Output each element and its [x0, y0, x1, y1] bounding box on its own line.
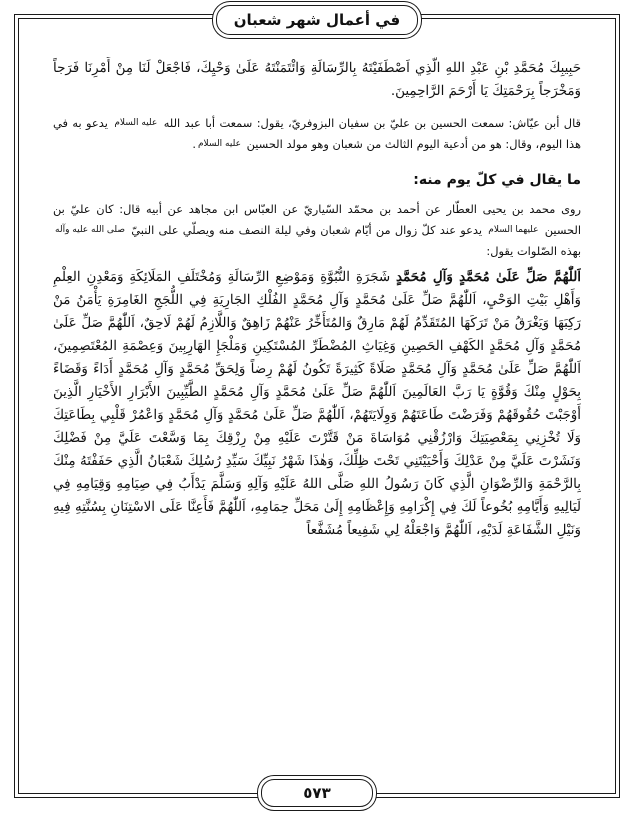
narration-text: روى محمد بن يحيى العطّار عن أحمد بن محمّد السّياريّ عن العبّاس ابن مجاهد عن أبيه قال: كان عليّ بن الحسين: [53, 202, 581, 237]
prayer-paragraph: [53, 266, 581, 542]
prayer-continuation: [53, 57, 581, 103]
salutation-glyph: عليه السلام: [197, 139, 241, 149]
narration-text: يدعو به في هذا اليوم، وقال: هو من أدعية اليوم الثالث من شعبان وهو مولد الحسين: [53, 116, 581, 151]
section-heading: ما يقال في كلّ يوم منه:: [413, 172, 581, 188]
salutation-glyph: عليهما السلام: [488, 225, 539, 235]
narration-paragraph: [53, 113, 581, 155]
prayer-opening: اَللّٰهُمَّ صَلِّ عَلَىٰ مُحَمَّدٍ وَآلِ مُحَمَّدٍ: [396, 269, 581, 285]
narration-text: .: [192, 137, 196, 151]
narration-text: قال أبن عيّاش: سمعت الحسين بن عليّ بن سفيان البزوفريّ، يقول: سمعت أبا عبد الله: [163, 116, 581, 130]
prayer-text: شَجَرَةِ النُّبُوَّةِ وَمَوْضِعِ الرِّسَالَةِ وَمُخْتَلَفِ المَلَائِكَةِ وَمَعْدِنِ العِلْمِ وَأَهْلِ بَيْتِ الوَحْيِ، اَللّٰهُمَّ صَلِّ عَلَىٰ مُحَمَّدٍ وَآلِ مُحَمَّدٍ الفُلْكِ الجَارِيَةِ فِي اللُّجَجِ الغَامِرَةِ يَأْمَنُ مَنْ رَكِبَهَا وَيَغْرَقُ مَنْ تَرَكَهَا المُتَقَدِّمُ لَهُمْ مَارِقٌ وَالمُتَأَخِّرُ عَنْهُمْ زَاهِقٌ وَاللَّازِمُ لَهُمْ لَاحِقٌ، اَللّٰهُمَّ صَلِّ عَلَىٰ مُحَمَّدٍ وَآلِ مُحَمَّدٍ الكَهْفِ الحَصِينِ وَغِيَاثِ المُضْطَرِّ المُسْتَكِينِ وَمَلْجَإِ الهَارِبِينَ وَعِصْمَةِ المُعْتَصِمِينَ، اَللّٰهُمَّ صَلِّ عَلَىٰ مُحَمَّدٍ وَآلِ مُحَمَّدٍ صَلَاةً كَثِيرَةً تَكُونُ لَهُمْ رِضاً وَلِحَقِّ مُحَمَّدٍ وَآلِ مُحَمَّدٍ أَدَاءً وَقَضَاءً بِحَوْلٍ مِنْكَ وَقُوَّةٍ يَا رَبَّ العَالَمِينَ اَللّٰهُمَّ صَلِّ عَلَىٰ مُحَمَّدٍ وَآلِ مُحَمَّدٍ الطَّيِّبِينَ الأَبْرَارِ الأَخْيَارِ الَّذِينَ أَوْجَبْتَ حُقُوقَهُمْ وَفَرَضْتَ طَاعَتَهُمْ وَوِلَايَتَهُمْ، اَللّٰهُمَّ صَلِّ عَلَىٰ مُحَمَّدٍ وَآلِ مُحَمَّدٍ وَاعْمُرْ قَلْبِي بِطَاعَتِكَ وَلَا تُخْزِنِي بِمَعْصِيَتِكَ وَارْزُقْنِي مُوَاسَاةَ مَنْ قَتَّرْتَ عَلَيْهِ مِنْ رِزْقِكَ بِمَا وَسَّعْتَ عَلَيَّ مِنْ فَضْلِكَ وَنَشَرْتَ عَلَيَّ مِنْ عَدْلِكَ وَأَحْيَيْتَنِي تَحْتَ ظِلِّكَ، وَهٰذَا شَهْرُ نَبِيِّكَ سَيِّدِ رُسُلِكَ شَعْبَانُ الَّذِي حَفَفْتَهُ مِنْكَ بِالرَّحْمَةِ وَالرِّضْوَانِ الَّذِي كَانَ رَسُولُ اللهِ صَلَّى اللهُ عَلَيْهِ وَآلِهِ وَسَلَّمَ يَدْأَبُ فِي صِيَامِهِ وَقِيَامِهِ فِي لَيَالِيهِ وَأَيَّامِهِ بُخُوعاً لَكَ فِي إِكْرَامِهِ وَإِعْظَامِهِ إِلَىٰ مَحَلِّ حِمَامِهِ، اَللّٰهُمَّ فَأَعِنَّا عَلَى الاسْتِنَانِ بِسُنَّتِهِ فِيهِ وَنَيْلِ الشَّفَاعَةِ لَدَيْهِ، اَللّٰهُمَّ وَاجْعَلْهُ لِي شَفِيعاً مُشَفَّعاً: [53, 270, 581, 538]
page-number: ٥٧٣: [261, 779, 373, 807]
narration-text: بهذه الصّلوات يقول:: [486, 244, 581, 258]
prayer-text: حَبِيبِكَ مُحَمَّدِ بْنِ عَبْدِ اللهِ الَّذِي اَصْطَفَيْتَهُ بِالرِّسَالَةِ وَائْتَمَنْتَهُ عَلَىٰ وَحْيِكَ، فَاجْعَلْ لَنَا مِنْ أَمْرِنَا فَرَجاً وَمَخْرَجاً بِرَحْمَتِكَ يَا أَرْحَمَ الرَّاحِمِينَ.: [53, 61, 581, 99]
salutation-glyph: صلى الله عليه وآله: [55, 225, 126, 235]
page-content: [53, 57, 581, 769]
chapter-title: في أعمال شهر شعبان: [216, 5, 418, 35]
narration-text: يدعو عند كلّ زوال من أيّام شعبان وفي ليلة النصف منه ويصلّي على النبيّ: [131, 223, 483, 237]
salutation-glyph: عليه السلام: [114, 118, 158, 128]
page-frame: [18, 11, 616, 802]
narration-paragraph: [53, 199, 581, 262]
